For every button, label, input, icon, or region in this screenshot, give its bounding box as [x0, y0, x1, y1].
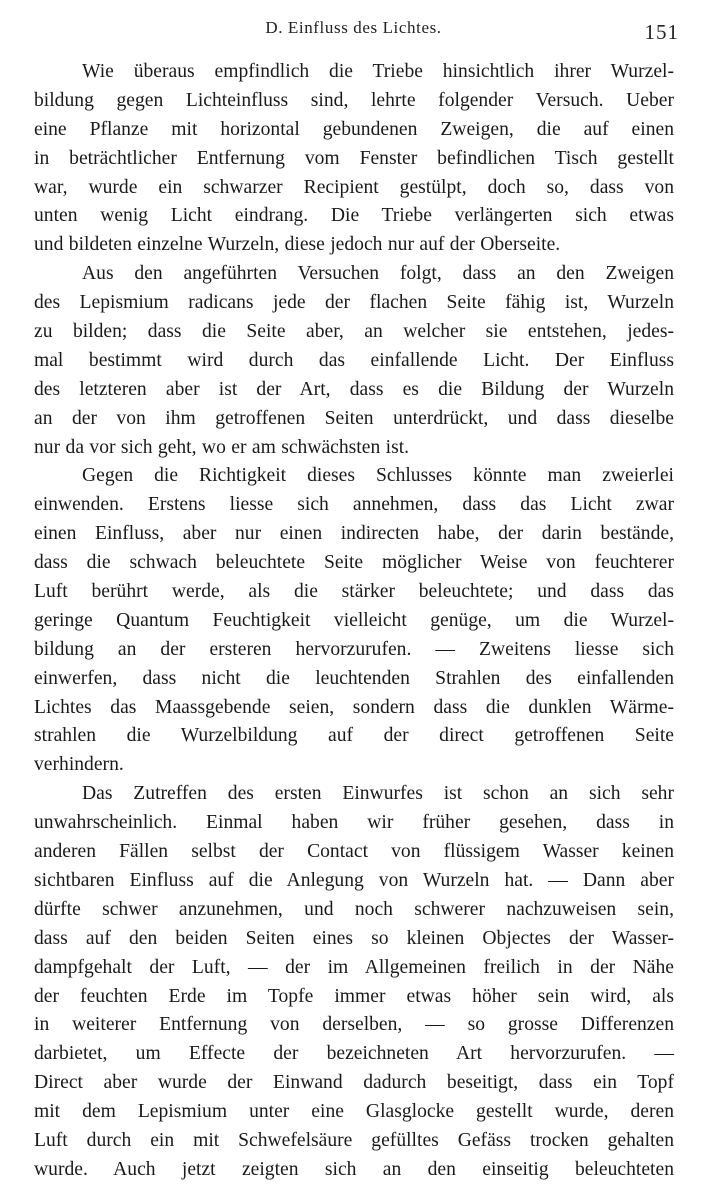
text-line: der feuchten Erde im Topfe immer etwas höher sein wird, als	[34, 985, 674, 1007]
text-line: unten wenig Licht eindrang. Die Triebe verlängerten sich etwas	[34, 205, 674, 227]
text-line: Wie überaus empfindlich die Triebe hinsichtlich ihrer Wurzel-	[82, 61, 674, 82]
text-line: Gegen die Richtigkeit dieses Schlusses könnte man zweierlei	[82, 465, 674, 487]
text-line: anderen Fällen selbst der Contact von flüssigem Wasser keinen	[34, 841, 674, 863]
text-line: einen Einfluss, aber nur einen indirecten habe, der darin bestände,	[34, 523, 674, 545]
text-line: in beträchtlicher Entfernung vom Fenster befindlichen Tisch gestellt	[34, 147, 674, 169]
text-line: an der von ihm getroffenen Seiten unterdrückt, und dass dieselbe	[34, 407, 674, 429]
text-line: einwenden. Erstens liesse sich annehmen, dass das Licht zwar	[34, 494, 674, 516]
text-line: dürfte schwer anzunehmen, und noch schwerer nachzuweisen sein,	[34, 898, 674, 920]
paragraph	[34, 462, 674, 780]
text-line: des letzteren aber ist der Art, dass es die Bildung der Wurzeln	[34, 378, 674, 400]
text-line: Luft berührt werde, als die stärker beleuchtete; und dass das	[34, 581, 674, 603]
text-line: Luft durch ein mit Schwefelsäure gefülltes Gefäss trocken gehalten	[34, 1129, 674, 1151]
page-number: 151	[644, 20, 679, 44]
text-line: dampfgehalt der Luft, — der im Allgemeinen freilich in der Nähe	[34, 956, 674, 978]
body-text	[34, 58, 674, 1185]
text-line: dass auf den beiden Seiten eines so kleinen Objectes der Wasser-	[34, 927, 674, 949]
text-line: und bildeten einzelne Wurzeln, diese jedoch nur auf der Oberseite.	[34, 234, 561, 256]
text-line: sichtbaren Einfluss auf die Anlegung von Wurzeln hat. — Dann aber	[34, 869, 674, 891]
text-line: des Lepismium radicans jede der flachen Seite fähig ist, Wurzeln	[34, 292, 674, 314]
text-line: war, wurde ein schwarzer Recipient gestülpt, doch so, dass von	[34, 176, 674, 198]
running-head	[0, 12, 707, 46]
text-line: Aus den angeführten Versuchen folgt, dass an den Zweigen	[82, 263, 674, 285]
text-line: Das Zutreffen des ersten Einwurfes ist schon an sich sehr	[82, 783, 674, 805]
paragraph	[34, 260, 674, 462]
text-line: eine Pflanze mit horizontal gebundenen Zweigen, die auf einen	[34, 118, 674, 140]
text-line: strahlen die Wurzelbildung auf der direct getroffenen Seite	[34, 725, 674, 747]
text-line: darbietet, um Effecte der bezeichneten Art hervorzurufen. —	[34, 1043, 674, 1065]
text-line: wurde. Auch jetzt zeigten sich an den einseitig beleuchteten	[34, 1158, 674, 1180]
text-line: zu bilden; dass die Seite aber, an welcher sie entstehen, jedes-	[34, 321, 674, 343]
paragraph	[34, 780, 674, 1184]
text-line: bildung an der ersteren hervorzurufen. — Zweitens liesse sich	[34, 638, 674, 660]
paragraph	[34, 58, 674, 260]
text-line: bildung gegen Lichteinfluss sind, lehrte folgender Versuch. Ueber	[34, 89, 674, 111]
text-line: unwahrscheinlich. Einmal haben wir früher gesehen, dass in	[34, 812, 674, 834]
text-line: einwerfen, dass nicht die leuchtenden Strahlen des einfallenden	[34, 667, 674, 689]
text-line: geringe Quantum Feuchtigkeit vielleicht genüge, um die Wurzel-	[34, 609, 674, 631]
text-line: mal bestimmt wird durch das einfallende Licht. Der Einfluss	[34, 349, 674, 371]
text-line: Lichtes das Maassgebende seien, sondern dass die dunklen Wärme-	[34, 696, 674, 718]
text-line: Direct aber wurde der Einwand dadurch beseitigt, dass ein Topf	[34, 1072, 674, 1094]
text-line: dass die schwach beleuchtete Seite möglicher Weise von feuchterer	[34, 552, 674, 574]
text-line: verhindern.	[34, 754, 124, 776]
text-line: in weiterer Entfernung von derselben, — so grosse Differenzen	[34, 1014, 674, 1036]
text-line: nur da vor sich geht, wo er am schwächsten ist.	[34, 436, 410, 458]
text-line: mit dem Lepismium unter eine Glasglocke gestellt wurde, deren	[34, 1101, 674, 1123]
running-title: D. Einfluss des Lichtes.	[265, 18, 442, 37]
